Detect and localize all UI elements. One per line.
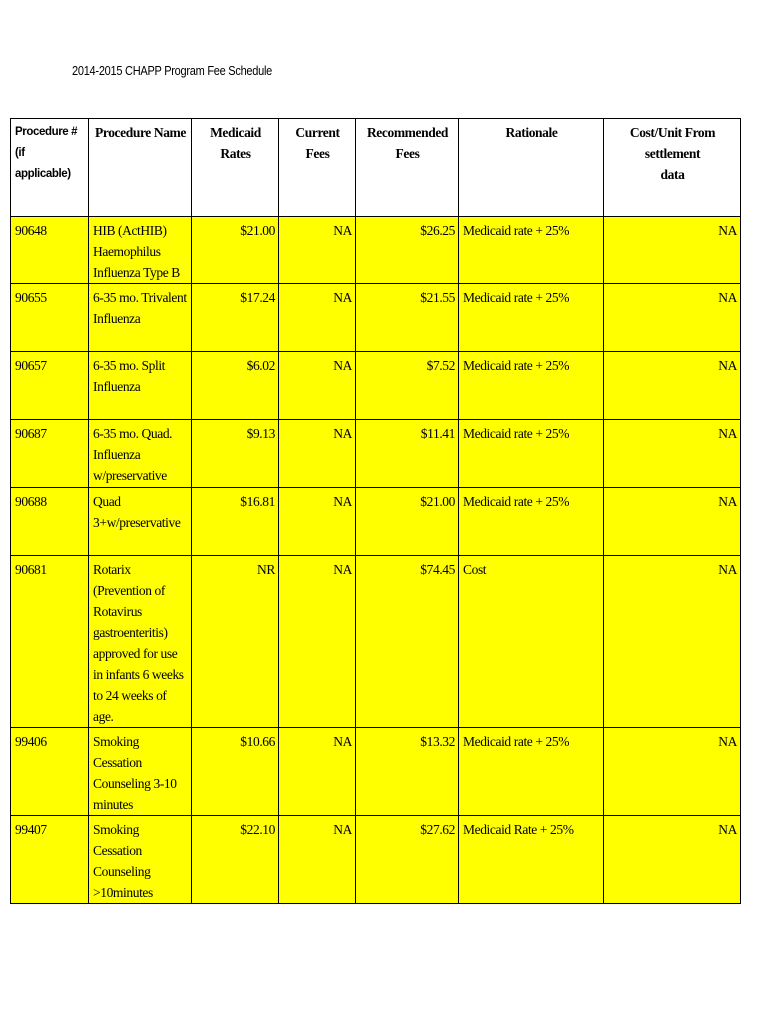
procedure-code: 99407 [11, 816, 89, 904]
cost-unit: NA [604, 488, 741, 556]
procedure-code: 90657 [11, 352, 89, 420]
rationale: Medicaid rate + 25% [459, 217, 604, 284]
header-rationale: Rationale [459, 119, 604, 217]
rationale: Medicaid rate + 25% [459, 284, 604, 352]
rationale: Cost [459, 556, 604, 728]
current-fee: NA [279, 352, 356, 420]
header-procedure-number: Procedure # (if applicable) [11, 119, 89, 217]
procedure-name: Rotarix (Prevention of Rotavirus gastroenteritis) approved for use in infants 6 weeks to 24 weeks of age. [89, 556, 192, 728]
procedure-code: 90648 [11, 217, 89, 284]
recommended-fee: $13.32 [356, 728, 459, 816]
table-row [11, 728, 741, 816]
medicaid-rate: $17.24 [192, 284, 279, 352]
current-fee: NA [279, 420, 356, 488]
header-cost-unit: Cost/Unit From settlement data [604, 119, 741, 217]
cost-unit: NA [604, 816, 741, 904]
procedure-name: Smoking Cessation Counseling 3-10 minutes [89, 728, 192, 816]
header-procedure-name: Procedure Name [89, 119, 192, 217]
fee-schedule-table [10, 118, 741, 904]
procedure-name: 6-35 mo. Quad. Influenza w/preservative [89, 420, 192, 488]
procedure-code: 90687 [11, 420, 89, 488]
table-row [11, 816, 741, 904]
rationale: Medicaid rate + 25% [459, 352, 604, 420]
current-fee: NA [279, 284, 356, 352]
recommended-fee: $11.41 [356, 420, 459, 488]
recommended-fee: $27.62 [356, 816, 459, 904]
current-fee: NA [279, 816, 356, 904]
rationale: Medicaid rate + 25% [459, 728, 604, 816]
cost-unit: NA [604, 728, 741, 816]
procedure-name: 6-35 mo. Split Influenza [89, 352, 192, 420]
procedure-code: 99406 [11, 728, 89, 816]
recommended-fee: $74.45 [356, 556, 459, 728]
header-row [11, 119, 741, 217]
cost-unit: NA [604, 217, 741, 284]
rationale: Medicaid rate + 25% [459, 488, 604, 556]
cost-unit: NA [604, 556, 741, 728]
medicaid-rate: $22.10 [192, 816, 279, 904]
table-row [11, 420, 741, 488]
medicaid-rate: NR [192, 556, 279, 728]
procedure-name: Smoking Cessation Counseling >10minutes [89, 816, 192, 904]
cost-unit: NA [604, 284, 741, 352]
current-fee: NA [279, 217, 356, 284]
current-fee: NA [279, 728, 356, 816]
header-current-fees: Current Fees [279, 119, 356, 217]
procedure-code: 90681 [11, 556, 89, 728]
recommended-fee: $21.55 [356, 284, 459, 352]
table-row [11, 352, 741, 420]
current-fee: NA [279, 556, 356, 728]
medicaid-rate: $10.66 [192, 728, 279, 816]
header-medicaid-rates: Medicaid Rates [192, 119, 279, 217]
procedure-code: 90688 [11, 488, 89, 556]
cost-unit: NA [604, 420, 741, 488]
procedure-name: Quad 3+w/preservative [89, 488, 192, 556]
recommended-fee: $21.00 [356, 488, 459, 556]
cost-unit: NA [604, 352, 741, 420]
medicaid-rate: $16.81 [192, 488, 279, 556]
rationale: Medicaid Rate + 25% [459, 816, 604, 904]
medicaid-rate: $6.02 [192, 352, 279, 420]
table-row [11, 284, 741, 352]
rationale: Medicaid rate + 25% [459, 420, 604, 488]
procedure-code: 90655 [11, 284, 89, 352]
page-title: 2014-2015 CHAPP Program Fee Schedule [72, 64, 273, 78]
medicaid-rate: $21.00 [192, 217, 279, 284]
procedure-name: 6-35 mo. Trivalent Influenza [89, 284, 192, 352]
table-row [11, 556, 741, 728]
header-recommended-fees: Recommended Fees [356, 119, 459, 217]
current-fee: NA [279, 488, 356, 556]
recommended-fee: $26.25 [356, 217, 459, 284]
procedure-name: HIB (ActHIB) Haemophilus Influenza Type B [89, 217, 192, 284]
medicaid-rate: $9.13 [192, 420, 279, 488]
table-row [11, 217, 741, 284]
table-row [11, 488, 741, 556]
recommended-fee: $7.52 [356, 352, 459, 420]
